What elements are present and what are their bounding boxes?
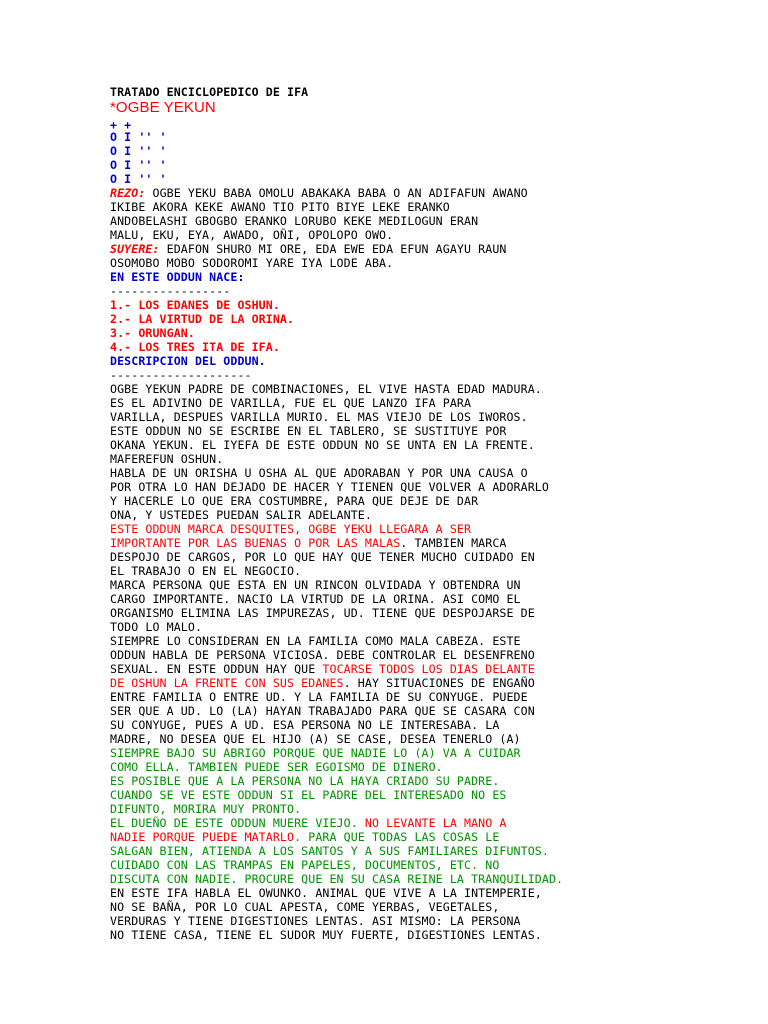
text-segment: OKANA YEKUN. EL IYEFA DE ESTE ODDUN NO SE UNTA EN LA FRENTE. xyxy=(110,438,535,452)
body-text-line xyxy=(110,550,535,564)
body-text-line xyxy=(110,872,563,886)
body-text-line xyxy=(110,620,202,634)
text-segment: NO LEVANTE LA MANO A xyxy=(364,816,507,830)
sign-line: O I '' ' xyxy=(110,172,167,186)
text-segment: . TAMBIEN MARCA xyxy=(400,536,507,550)
body-text-line xyxy=(110,592,521,606)
body-text-line xyxy=(110,914,521,928)
text-segment: SIEMPRE LO CONSIDERAN EN LA FAMILIA COMO MALA CABEZA. ESTE xyxy=(110,634,521,648)
text-segment: SIEMPRE BAJO SU ABRIGO PORQUE QUE NADIE LO (A) VA A CUIDAR xyxy=(110,746,521,760)
body-text-line xyxy=(110,410,528,424)
text-segment: EL TRABAJO O EN EL NEGOCIO. xyxy=(110,564,302,578)
text-segment: SEXUAL. EN ESTE ODDUN HAY QUE xyxy=(110,662,323,676)
body-text-line xyxy=(110,424,506,438)
text-segment: VARILLA, DESPUES VARILLA MURIO. EL MAS VIEJO DE LOS IWOROS. xyxy=(110,410,528,424)
body-text-line xyxy=(110,886,542,900)
body-text-line xyxy=(110,858,499,872)
text-segment: MADRE, NO DESEA QUE EL HIJO (A) SE CASE, DESEA TENERLO (A) xyxy=(110,732,521,746)
text-segment: MAFEREFUN OSHUN. xyxy=(110,452,224,466)
body-text-line xyxy=(110,452,223,466)
text-segment: DISCUTA CON NADIE. PROCURE QUE EN SU CASA REINE LA TRANQUILIDAD. xyxy=(110,872,564,886)
text-segment: IMPORTANTE POR LAS BUENAS O POR LAS MALAS xyxy=(110,536,401,550)
body-text-line xyxy=(110,522,471,536)
text-segment: EL DUEÑO DE ESTE ODDUN MUERE VIEJO. xyxy=(110,816,365,830)
text-segment: CUIDADO CON LAS TRAMPAS EN PAPELES, DOCUMENTOS, ETC. NO xyxy=(110,858,500,872)
text-segment: CUANDO SE VE ESTE ODDUN SI EL PADRE DEL INTERESADO NO ES xyxy=(110,788,507,802)
body-text-line xyxy=(110,466,528,480)
suyere-line xyxy=(110,242,506,256)
body-text-line xyxy=(110,662,535,676)
text-segment: . PARA QUE TODAS LAS COSAS LE xyxy=(294,830,500,844)
rezo-line: ANDOBELASHI GBOGBO ERANKO LORUBO KEKE MEDILOGUN ERAN xyxy=(110,214,479,228)
sign-line: + + xyxy=(110,118,132,132)
body-text-line xyxy=(110,690,528,704)
body-text-line xyxy=(110,634,521,648)
divider: -------------------- xyxy=(110,368,252,382)
text-segment: POR OTRA LO HAN DEJADO DE HACER Y TIENEN QUE VOLVER A ADORARLO xyxy=(110,480,549,494)
text-segment: SU CONYUGE, PUES A UD. ESA PERSONA NO LE INTERESABA. LA xyxy=(110,718,500,732)
body-text-line xyxy=(110,382,542,396)
body-text-line xyxy=(110,802,301,816)
text-segment: DE OSHUN LA FRENTE CON SUS EDANES xyxy=(110,676,344,690)
text-segment: OGBE YEKUN PADRE DE COMBINACIONES, EL VIVE HASTA EDAD MADURA. xyxy=(110,382,542,396)
descripcion-heading: DESCRIPCION DEL ODDUN. xyxy=(110,354,266,368)
body-text-line xyxy=(110,704,535,718)
text-segment: ES POSIBLE QUE A LA PERSONA NO LA HAYA CRIADO SU PADRE. xyxy=(110,774,500,788)
body-text-line xyxy=(110,900,499,914)
body-text-line xyxy=(110,438,535,452)
body-text-line xyxy=(110,816,507,830)
sign-line: O I '' ' xyxy=(110,158,167,172)
text-segment: COMO ELLA. TAMBIEN PUEDE SER EGOISMO DE DINERO. xyxy=(110,760,443,774)
rezo-label: REZO: xyxy=(110,186,146,200)
text-segment: HABLA DE UN ORISHA U OSHA AL QUE ADORABAN Y POR UNA CAUSA O xyxy=(110,466,528,480)
text-segment: ESTE ODDUN NO SE ESCRIBE EN EL TABLERO, SE SUSTITUYE POR xyxy=(110,424,507,438)
body-text-line xyxy=(110,480,549,494)
text-segment: SER QUE A UD. LO (LA) HAYAN TRABAJADO PARA QUE SE CASARA CON xyxy=(110,704,535,718)
body-text-line xyxy=(110,788,506,802)
text-segment: NO TIENE CASA, TIENE EL SUDOR MUY FUERTE, DIGESTIONES LENTAS. xyxy=(110,928,542,942)
body-text-line xyxy=(110,536,506,550)
rezo-line: IKIBE AKORA KEKE AWANO TIO PITO BIYE LEKE ERANKO xyxy=(110,200,450,214)
text-segment: ODDUN HABLA DE PERSONA VICIOSA. DEBE CONTROLAR EL DESENFRENO xyxy=(110,648,535,662)
body-text-line xyxy=(110,718,499,732)
text-segment: Y HACERLE LO QUE ERA COSTUMBRE, PARA QUE DEJE DE DAR xyxy=(110,494,479,508)
rezo-text: OGBE YEKU BABA OMOLU ABAKAKA BABA O AN ADIFAFUN AWANO xyxy=(145,186,528,200)
body-text-line xyxy=(110,928,542,942)
body-text-line xyxy=(110,606,535,620)
body-text-line xyxy=(110,774,499,788)
body-text-line xyxy=(110,508,372,522)
rezo-line: MALU, EKU, EYA, AWADO, OÑI, OPOLOPO OWO. xyxy=(110,228,394,242)
body-text-line xyxy=(110,648,535,662)
text-segment: NO SE BAÑA, POR LO CUAL APESTA, COME YERBAS, VEGETALES, xyxy=(110,900,500,914)
text-segment: EN ESTE IFA HABLA EL OWUNKO. ANIMAL QUE VIVE A LA INTEMPERIE, xyxy=(110,886,542,900)
text-segment: ES EL ADIVINO DE VARILLA, FUE EL QUE LANZO IFA PARA xyxy=(110,396,472,410)
body-text-line xyxy=(110,564,301,578)
body-text-line xyxy=(110,676,535,690)
oddun-name-heading: *OGBE YEKUN xyxy=(110,99,216,116)
text-segment: ENTRE FAMILIA O ENTRE UD. Y LA FAMILIA DE SU CONYUGE. PUEDE xyxy=(110,690,528,704)
nace-item: 1.- LOS EDANES DE OSHUN. xyxy=(110,298,280,312)
nace-item: 2.- LA VIRTUD DE LA ORINA. xyxy=(110,312,295,326)
nace-heading: EN ESTE ODDUN NACE: xyxy=(110,270,245,284)
text-segment: . HAY SITUACIONES DE ENGAÑO xyxy=(343,676,535,690)
text-segment: DESPOJO DE CARGOS, POR LO QUE HAY QUE TENER MUCHO CUIDADO EN xyxy=(110,550,535,564)
body-text-line xyxy=(110,746,521,760)
text-segment: ORGANISMO ELIMINA LAS IMPUREZAS, UD. TIENE QUE DESPOJARSE DE xyxy=(110,606,535,620)
divider: ----------------- xyxy=(110,284,231,298)
text-segment: VERDURAS Y TIENE DIGESTIONES LENTAS. ASI MISMO: LA PERSONA xyxy=(110,914,521,928)
text-segment: CARGO IMPORTANTE. NACIO LA VIRTUD DE LA ORINA. ASI COMO EL xyxy=(110,592,521,606)
text-segment: NADIE PORQUE PUEDE MATARLO xyxy=(110,830,295,844)
body-text-line xyxy=(110,760,443,774)
suyere-line: OSOMOBO MOBO SODOROMI YARE IYA LODE ABA. xyxy=(110,256,394,270)
suyere-label: SUYERE: xyxy=(110,242,160,256)
body-text-line xyxy=(110,578,521,592)
sign-line: O I '' ' xyxy=(110,130,167,144)
body-text-line xyxy=(110,494,478,508)
document-title: TRATADO ENCICLOPEDICO DE IFA xyxy=(110,85,309,99)
text-segment: TOCARSE TODOS LOS DIAS DELANTE xyxy=(322,662,535,676)
body-text-line xyxy=(110,732,521,746)
nace-item: 4.- LOS TRES ITA DE IFA. xyxy=(110,340,280,354)
body-text-line xyxy=(110,396,471,410)
text-segment: ONA, Y USTEDES PUEDAN SALIR ADELANTE. xyxy=(110,508,372,522)
text-segment: MARCA PERSONA QUE ESTA EN UN RINCON OLVIDADA Y OBTENDRA UN xyxy=(110,578,521,592)
sign-line: O I '' ' xyxy=(110,144,167,158)
rezo-line xyxy=(110,186,528,200)
text-segment: DIFUNTO, MORIRA MUY PRONTO. xyxy=(110,802,302,816)
body-text-line xyxy=(110,844,549,858)
text-segment: ESTE ODDUN MARCA DESQUITES, OGBE YEKU LLEGARA A SER xyxy=(110,522,472,536)
text-segment: SALGAN BIEN, ATIENDA A LOS SANTOS Y A SUS FAMILIARES DIFUNTOS. xyxy=(110,844,549,858)
suyere-text: EDAFON SHURO MI ORE, EDA EWE EDA EFUN AGAYU RAUN xyxy=(159,242,507,256)
body-text-line xyxy=(110,830,499,844)
text-segment: TODO LO MALO. xyxy=(110,620,203,634)
nace-item: 3.- ORUNGAN. xyxy=(110,326,195,340)
